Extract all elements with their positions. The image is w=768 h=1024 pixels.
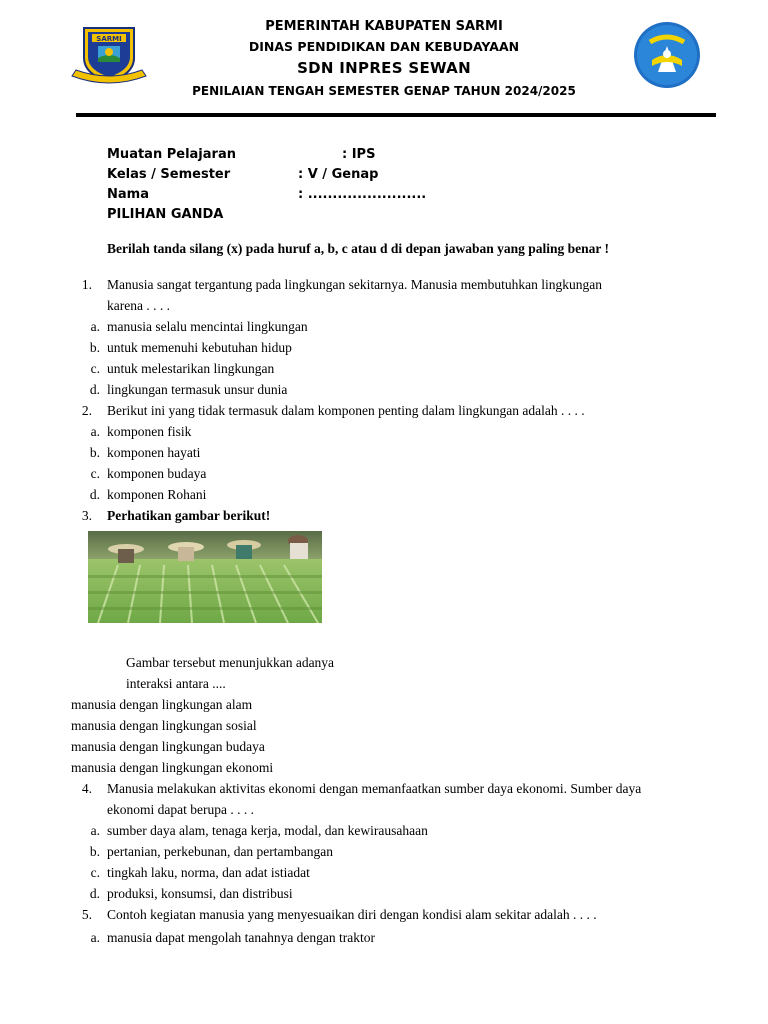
instruction: Berilah tanda silang (x) pada huruf a, b, c atau d di depan jawaban yang paling benar ! (107, 241, 609, 256)
svg-text:SARMI: SARMI (96, 35, 122, 43)
school-name: SDN INPRES SEWAN (297, 59, 471, 77)
header-divider (76, 113, 716, 117)
option-letter: b. (89, 445, 100, 460)
name-label: Nama (107, 187, 149, 202)
q4-option-d: produksi, konsumsi, dan distribusi (107, 886, 293, 901)
question-number: 5. (81, 907, 92, 922)
class-value: : V / Genap (298, 167, 379, 182)
option-letter: d. (89, 886, 100, 901)
question-number: 2. (81, 403, 92, 418)
question-2-text: Berikut ini yang tidak termasuk dalam komponen penting dalam lingkungan adalah . . . . (107, 403, 585, 418)
q5-option-a: manusia dapat mengolah tanahnya dengan traktor (107, 930, 376, 945)
option-letter: d. (89, 382, 100, 397)
q4-option-a: sumber daya alam, tenaga kerja, modal, dan kewirausahaan (107, 823, 428, 838)
q2-option-c: komponen budaya (107, 466, 207, 481)
question-1-text: Manusia sangat tergantung pada lingkungan sekitarnya. Manusia membutuhkan lingkungan (107, 277, 603, 292)
question-number: 3. (81, 508, 92, 523)
question-3-caption-1: Gambar tersebut menunjukkan adanya (126, 655, 335, 670)
option-letter: b. (89, 844, 100, 859)
subject-label: Muatan Pelajaran (107, 147, 236, 162)
section-title: PILIHAN GANDA (107, 207, 224, 222)
q3-option-b: manusia dengan lingkungan sosial (71, 718, 257, 733)
q2-option-d: komponen Rohani (107, 487, 207, 502)
q3-option-a: manusia dengan lingkungan alam (71, 697, 253, 712)
option-letter: d. (89, 487, 100, 502)
government-line: PEMERINTAH KABUPATEN SARMI (265, 19, 503, 34)
department-line: DINAS PENDIDIKAN DAN KEBUDAYAAN (248, 39, 520, 54)
rice-field-photo (88, 531, 322, 623)
q2-option-b: komponen hayati (107, 445, 201, 460)
option-letter: b. (89, 340, 100, 355)
option-letter: a. (90, 424, 100, 439)
question-4-text-cont: ekonomi dapat berupa . . . . (107, 802, 254, 817)
question-1-text-cont: karena . . . . (107, 298, 170, 313)
question-number: 4. (81, 781, 92, 796)
q4-option-b: pertanian, perkebunan, dan pertambangan (107, 844, 334, 859)
name-value: : ........................ (298, 187, 427, 202)
q2-option-a: komponen fisik (107, 424, 192, 439)
subject-value: : IPS (342, 147, 376, 162)
question-4-text: Manusia melakukan aktivitas ekonomi dengan memanfaatkan sumber daya ekonomi. Sumber daya (107, 781, 642, 796)
q1-option-a: manusia selalu mencintai lingkungan (107, 319, 308, 334)
q3-option-d: manusia dengan lingkungan ekonomi (71, 760, 274, 775)
option-letter: a. (90, 319, 100, 334)
q3-option-c: manusia dengan lingkungan budaya (71, 739, 265, 754)
question-3-caption-2: interaksi antara .... (126, 676, 226, 691)
q4-option-c: tingkah laku, norma, dan adat istiadat (107, 865, 310, 880)
question-5-text: Contoh kegiatan manusia yang menyesuaikan diri dengan kondisi alam sekitar adalah . . . . (107, 907, 597, 922)
option-letter: c. (90, 865, 100, 880)
q1-option-c: untuk melestarikan lingkungan (107, 361, 275, 376)
option-letter: c. (90, 466, 100, 481)
option-letter: a. (90, 823, 100, 838)
question-3-text: Perhatikan gambar berikut! (107, 508, 271, 523)
q1-option-b: untuk memenuhi kebutuhan hidup (107, 340, 292, 355)
question-number: 1. (81, 277, 92, 292)
exam-title: PENILAIAN TENGAH SEMESTER GENAP TAHUN 2024/2025 (192, 84, 576, 98)
class-label: Kelas / Semester (107, 167, 231, 182)
q1-option-d: lingkungan termasuk unsur dunia (107, 382, 288, 397)
option-letter: a. (90, 930, 100, 945)
option-letter: c. (90, 361, 100, 376)
